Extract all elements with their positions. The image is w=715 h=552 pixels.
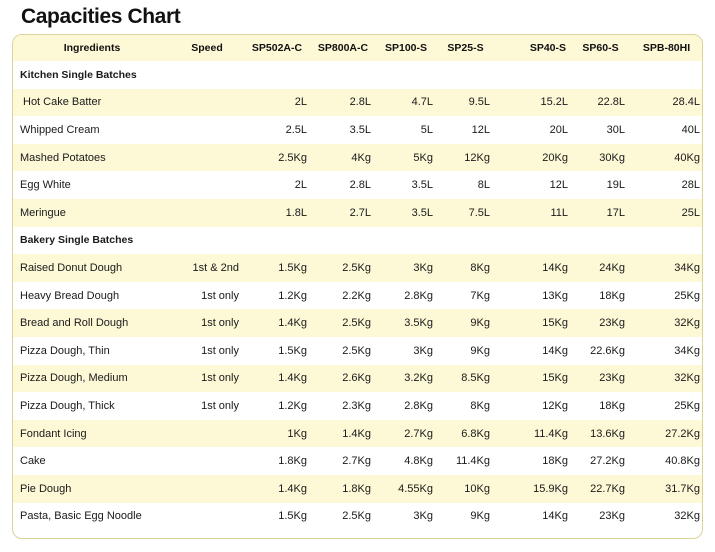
- capacity-cell: 7Kg: [470, 289, 490, 302]
- capacity-cell: 4.55Kg: [398, 482, 433, 495]
- capacity-cell: 34Kg: [674, 261, 700, 274]
- capacity-cell: 11L: [550, 206, 568, 219]
- speed-cell: 1st only: [201, 372, 239, 385]
- capacity-cell: 2.5Kg: [342, 344, 371, 357]
- ingredient-cell: Pizza Dough, Medium: [20, 372, 128, 385]
- capacity-cell: 40.8Kg: [665, 455, 700, 468]
- capacity-cell: 25L: [681, 206, 700, 219]
- col-header-sp502a-c: SP502A-C: [251, 42, 303, 54]
- capacity-cell: 14Kg: [542, 261, 568, 274]
- capacity-cell: 9Kg: [470, 510, 490, 523]
- capacity-cell: 2.2Kg: [342, 289, 371, 302]
- speed-cell: [171, 420, 243, 448]
- capacity-cell: 1.5Kg: [278, 261, 307, 274]
- ingredient-cell: Pasta, Basic Egg Noodle: [20, 510, 142, 523]
- capacity-cell: 15.9Kg: [533, 482, 568, 495]
- capacity-cell: 25Kg: [674, 289, 700, 302]
- capacity-cell: 1.5Kg: [278, 344, 307, 357]
- capacity-cell: 15Kg: [542, 317, 568, 330]
- capacity-cell: 2.7L: [349, 206, 371, 219]
- ingredient-cell: Bread and Roll Dough: [20, 317, 129, 330]
- ingredient-cell: Meringue: [20, 206, 66, 219]
- capacity-cell: 8L: [477, 179, 490, 192]
- capacity-cell: 17L: [606, 206, 625, 219]
- speed-cell: 1st only: [201, 317, 239, 330]
- section-title: Bakery Single Batches: [20, 234, 134, 247]
- capacity-cell: 32Kg: [674, 510, 700, 523]
- capacity-cell: 40L: [681, 123, 700, 136]
- col-header-sp100-s: SP100-S: [384, 42, 428, 54]
- capacity-cell: 28L: [681, 179, 700, 192]
- capacity-cell: 2.5Kg: [278, 151, 307, 164]
- capacity-cell: 13Kg: [542, 289, 568, 302]
- capacity-cell: 4.7L: [411, 96, 433, 109]
- ingredient-cell: Pie Dough: [20, 482, 72, 495]
- capacity-cell: 40Kg: [674, 151, 700, 164]
- capacity-cell: 27.2Kg: [665, 427, 700, 440]
- capacity-cell: 3.5L: [411, 179, 433, 192]
- table-row: [13, 116, 703, 144]
- capacity-cell: 2.8Kg: [404, 289, 433, 302]
- table-row: [13, 282, 703, 310]
- capacity-cell: 11.4Kg: [533, 427, 568, 440]
- table-row: [13, 365, 703, 393]
- speed-cell: [171, 144, 243, 172]
- capacity-cell: 18Kg: [542, 455, 568, 468]
- capacity-cell: 2.8Kg: [404, 399, 433, 412]
- ingredient-cell: Fondant Icing: [20, 427, 87, 440]
- capacity-cell: 34Kg: [674, 344, 700, 357]
- capacity-cell: 32Kg: [674, 317, 700, 330]
- capacity-cell: 2.5Kg: [342, 510, 371, 523]
- table-row: [13, 392, 703, 420]
- table-body: [13, 61, 703, 530]
- capacity-cell: 1.8Kg: [278, 455, 307, 468]
- capacity-cell: 28.4L: [672, 96, 700, 109]
- capacity-cell: 1.4Kg: [278, 482, 307, 495]
- capacity-cell: 2.5L: [285, 123, 307, 136]
- capacity-cell: 25Kg: [674, 399, 700, 412]
- ingredient-cell: Whipped Cream: [20, 123, 100, 136]
- capacity-cell: 3Kg: [413, 261, 433, 274]
- capacity-cell: 6.8Kg: [461, 427, 490, 440]
- capacity-cell: 23Kg: [599, 317, 625, 330]
- capacity-cell: 1.2Kg: [278, 399, 307, 412]
- section-row: [13, 61, 703, 89]
- col-header-sp25-s: SP25-S: [447, 42, 484, 54]
- capacity-cell: 9.5L: [468, 96, 490, 109]
- capacity-cell: 12L: [471, 123, 490, 136]
- speed-cell: [171, 171, 243, 199]
- capacity-cell: 24Kg: [599, 261, 625, 274]
- capacity-cell: 22.8L: [597, 96, 625, 109]
- capacity-cell: 27.2Kg: [590, 455, 625, 468]
- capacity-cell: 11.4Kg: [455, 455, 490, 468]
- capacity-cell: 2.5Kg: [342, 261, 371, 274]
- speed-cell: 1st & 2nd: [192, 261, 239, 274]
- ingredient-cell: Egg White: [20, 179, 71, 192]
- capacity-cell: 1.5Kg: [278, 510, 307, 523]
- capacity-cell: 1.4Kg: [342, 427, 371, 440]
- ingredient-cell: Pizza Dough, Thick: [20, 399, 115, 412]
- ingredient-cell: Mashed Potatoes: [20, 151, 106, 164]
- speed-cell: 1st only: [201, 289, 239, 302]
- capacity-cell: 31.7Kg: [665, 482, 700, 495]
- col-header-sp60-s: SP60-S: [582, 42, 619, 54]
- capacity-cell: 3Kg: [413, 510, 433, 523]
- capacity-cell: 8.5Kg: [461, 372, 490, 385]
- speed-cell: [171, 475, 243, 503]
- capacities-table: [13, 35, 703, 530]
- capacity-cell: 20L: [549, 123, 568, 136]
- capacity-cell: 1.8L: [285, 206, 307, 219]
- capacity-cell: 2.3Kg: [342, 399, 371, 412]
- col-header-spb-80hi: SPB-80HI: [642, 42, 691, 54]
- capacity-cell: 7.5L: [468, 206, 490, 219]
- table-row: [13, 254, 703, 282]
- table-row: [13, 337, 703, 365]
- capacity-cell: 22.7Kg: [590, 482, 625, 495]
- speed-cell: 1st only: [201, 399, 239, 412]
- capacity-cell: 1.2Kg: [278, 289, 307, 302]
- capacity-cell: 4.8Kg: [404, 455, 433, 468]
- capacity-cell: 14Kg: [542, 344, 568, 357]
- capacity-cell: 2.8L: [349, 96, 371, 109]
- speed-cell: [171, 116, 243, 144]
- capacities-table-frame: [12, 34, 703, 539]
- capacity-cell: 20Kg: [542, 151, 568, 164]
- col-header-speed: Speed: [191, 42, 223, 54]
- capacity-cell: 22.6Kg: [590, 344, 625, 357]
- capacity-cell: 8Kg: [470, 261, 490, 274]
- capacity-cell: 23Kg: [599, 372, 625, 385]
- ingredient-cell: Heavy Bread Dough: [20, 289, 120, 302]
- capacity-cell: 32Kg: [674, 372, 700, 385]
- capacity-cell: 9Kg: [470, 317, 490, 330]
- page-title: Capacities Chart: [21, 5, 181, 28]
- capacity-cell: 5L: [420, 123, 433, 136]
- capacity-cell: 13.6Kg: [590, 427, 625, 440]
- col-header-sp800a-c: SP800A-C: [317, 42, 369, 54]
- speed-cell: [171, 447, 243, 475]
- capacity-cell: 1Kg: [287, 427, 307, 440]
- capacity-cell: 19L: [606, 179, 625, 192]
- capacity-cell: 15.2L: [540, 96, 568, 109]
- ingredient-cell: Pizza Dough, Thin: [20, 344, 110, 357]
- capacity-cell: 10Kg: [464, 482, 490, 495]
- capacity-cell: 2.5Kg: [342, 317, 371, 330]
- ingredient-cell: Hot Cake Batter: [23, 96, 102, 109]
- capacity-cell: 18Kg: [599, 399, 625, 412]
- speed-cell: [171, 503, 243, 531]
- table-row: [13, 420, 703, 448]
- capacity-cell: 2.8L: [349, 179, 371, 192]
- capacity-cell: 12L: [549, 179, 568, 192]
- capacity-cell: 1.4Kg: [278, 372, 307, 385]
- col-header-sp40-s: SP40-S: [529, 42, 566, 54]
- table-row: [13, 89, 703, 117]
- capacity-cell: 3.5L: [349, 123, 371, 136]
- capacity-cell: 1.8Kg: [342, 482, 371, 495]
- speed-cell: [171, 199, 243, 227]
- capacity-cell: 3Kg: [413, 344, 433, 357]
- header-row: [13, 35, 703, 61]
- capacity-cell: 30L: [606, 123, 625, 136]
- capacity-cell: 2L: [294, 96, 307, 109]
- capacity-cell: 1.4Kg: [278, 317, 307, 330]
- capacity-cell: 18Kg: [599, 289, 625, 302]
- capacity-cell: 14Kg: [542, 510, 568, 523]
- ingredient-cell: Raised Donut Dough: [20, 261, 123, 274]
- capacity-cell: 30Kg: [599, 151, 625, 164]
- capacity-cell: 8Kg: [470, 399, 490, 412]
- capacity-cell: 12Kg: [464, 151, 490, 164]
- speed-cell: [171, 89, 243, 117]
- capacity-cell: 12Kg: [542, 399, 568, 412]
- capacity-cell: 2.7Kg: [342, 455, 371, 468]
- capacity-cell: 3.5Kg: [404, 317, 433, 330]
- table-row: [13, 475, 703, 503]
- capacity-cell: 4Kg: [351, 151, 371, 164]
- capacity-cell: 23Kg: [599, 510, 625, 523]
- col-header-ingredients: Ingredients: [63, 42, 121, 54]
- capacity-cell: 15Kg: [542, 372, 568, 385]
- section-title: Kitchen Single Batches: [20, 68, 137, 81]
- table-row: [13, 144, 703, 172]
- table-row: [13, 503, 703, 531]
- speed-cell: 1st only: [201, 344, 239, 357]
- table-row: [13, 447, 703, 475]
- table-row: [13, 199, 703, 227]
- capacity-cell: 3.2Kg: [404, 372, 433, 385]
- capacity-cell: 2.6Kg: [342, 372, 371, 385]
- capacity-cell: 3.5L: [411, 206, 433, 219]
- capacity-cell: 2.7Kg: [404, 427, 433, 440]
- capacity-cell: 2L: [294, 179, 307, 192]
- capacity-cell: 9Kg: [470, 344, 490, 357]
- section-row: [13, 227, 703, 255]
- ingredient-cell: Cake: [20, 455, 46, 468]
- table-row: [13, 171, 703, 199]
- capacity-cell: 5Kg: [413, 151, 433, 164]
- table-row: [13, 309, 703, 337]
